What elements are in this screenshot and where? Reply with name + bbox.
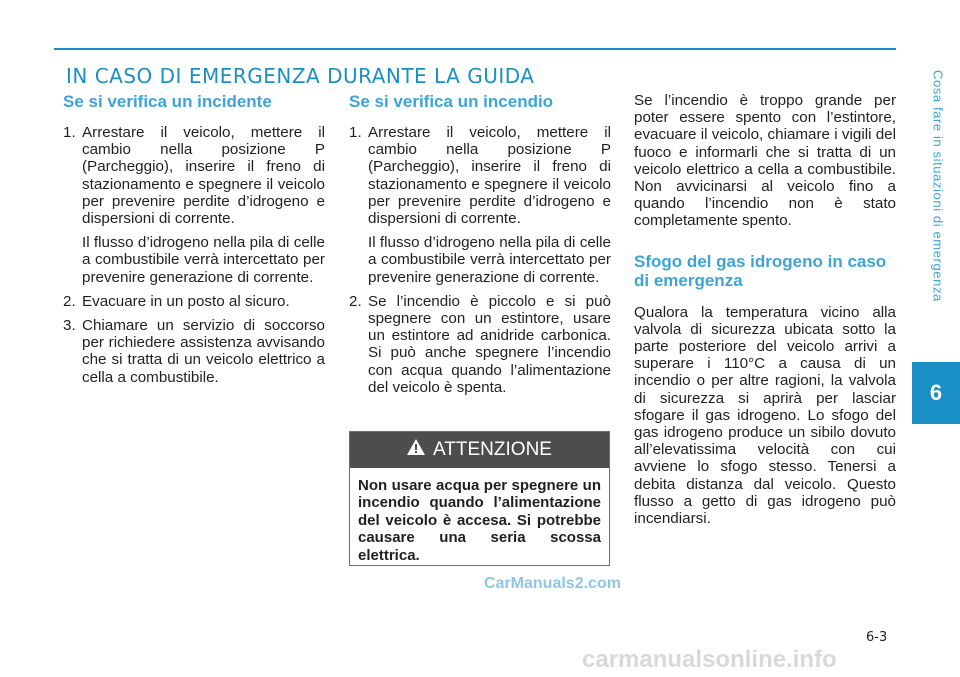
step-number: 3. (63, 317, 76, 335)
side-label-text: Cosa fare in situazioni di emergenza (930, 70, 946, 302)
chapter-title: IN CASO DI EMERGENZA DURANTE LA GUIDA (66, 64, 535, 88)
sfogo-paragraph: Qualora la temperatura vicino alla valvola di sicurezza ubicata sotto la parte posteriore del veicolo arrivi a superare i 110°C a causa di un incendio o per altre ragioni, la valvola di sicurezza si aprirà per lasciar sfogare il gas idrogeno. Lo sfogo del gas idrogeno produce un sibilo dovuto all’elevatissima velocità con cui avviene lo sfogo stesso. Tenersi a debita distanza dal veicolo. Questo flusso a getto di gas idrogeno può incendiarsi. (634, 303, 896, 528)
list-item (349, 293, 611, 396)
step-number: 2. (349, 292, 362, 310)
step-text: Arrestare il veicolo, mettere il cambio nella posizione P (Parcheggio), inserire il freno di stazionamento e spegnere il veicolo per prevenire perdite d’idrogeno e dispersioni di corrente. (368, 124, 611, 228)
step-number: 2. (63, 292, 76, 310)
watermark[interactable]: CarManuals2.com (484, 575, 621, 592)
list-item (63, 317, 325, 386)
step-subtext: Il flusso d’idrogeno nella pila di celle a combustibile verrà intercettato per prevenire generazione di corrente. (368, 234, 611, 286)
footer-watermark: carmanualsonline.info (582, 646, 837, 673)
intro-paragraph: Se l’incendio è troppo grande per poter essere spento con l’estintore, evacuare il veicolo, chiamare i vigili del fuoco e informarli che si tratta di un veicolo elettrico a cella a combustibile. Non avvicinarsi al veicolo fino a quando l’incendio non è stato completamente spento. (634, 92, 896, 230)
step-text: Se l’incendio è piccolo e si può spegnere con un estintore, usare un estintore ad anidride carbonica. Si può anche spegnere l’incendio con acqua quando l’alimentazione del veicolo è spenta. (368, 292, 611, 396)
section-column-3 (634, 92, 896, 527)
step-text: Chiamare un servizio di soccorso per richiedere assistenza avvisando che si tratta di un veicolo elettrico a cella a combustibile. (82, 317, 325, 386)
section-title-sfogo: Sfogo del gas idrogeno in caso di emergenza (634, 251, 887, 290)
steps-list-incidente (63, 124, 325, 386)
section-incidente (63, 92, 325, 393)
page-number: 6-3 (866, 630, 888, 645)
warning-triangle-icon (407, 439, 425, 461)
chapter-side-label (916, 70, 960, 350)
warning-title: ATTENZIONE (433, 439, 552, 460)
section-incendio (349, 92, 611, 403)
section-title-incendio: Se si verifica un incendio (349, 92, 554, 111)
warning-text: Non usare acqua per spegnere un incendio quando l’alimentazione del veicolo è accesa. Si potrebbe causare una seria scossa elettrica. (358, 477, 601, 564)
steps-list-incendio (349, 124, 611, 396)
step-text: Evacuare in un posto al sicuro. (82, 292, 290, 310)
warning-header (350, 432, 609, 468)
list-item (63, 293, 325, 310)
section-title-incidente: Se si verifica un incidente (63, 92, 272, 111)
step-number: 1. (349, 124, 362, 141)
step-number: 1. (63, 124, 76, 141)
step-text: Arrestare il veicolo, mettere il cambio nella posizione P (Parcheggio), inserire il freno di stazionamento e spegnere il veicolo per prevenire perdite d’idrogeno e dispersioni di corrente. (82, 124, 325, 228)
step-subtext: Il flusso d’idrogeno nella pila di celle a combustibile verrà intercettato per prevenire generazione di corrente. (82, 234, 325, 286)
chapter-tab[interactable]: 6 (912, 362, 960, 424)
warning-box (349, 431, 610, 566)
top-rule (54, 48, 896, 50)
list-item (63, 124, 325, 286)
list-item (349, 124, 611, 286)
